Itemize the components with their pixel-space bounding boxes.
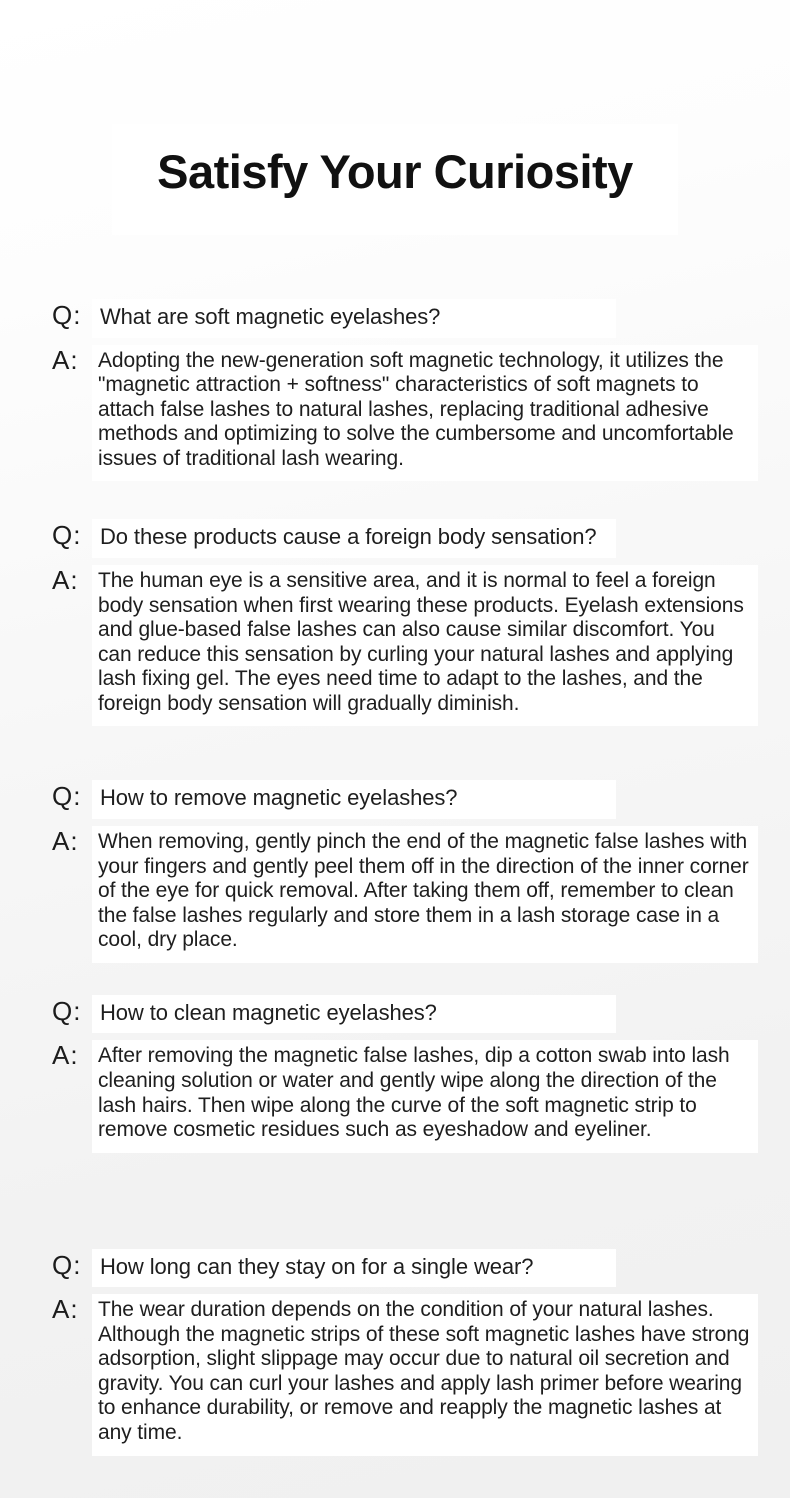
answer-prefix: A: [52,1040,79,1071]
question-prefix: Q: [52,520,82,551]
faq-list [52,299,790,1456]
question-row [52,299,790,338]
question-row [52,995,790,1034]
question-text: Do these products cause a foreign body sensation? [92,519,616,558]
faq-item [52,519,790,726]
faq-item [52,299,790,481]
answer-text: After removing the magnetic false lashes, dip a cotton swab into lash cleaning solution or water and gently wipe along the direction of the lash hairs. Then wipe along the curve of the soft magnetic strip to remove cosmetic residues such as eyeshadow and eyeliner. [92,1040,758,1152]
question-row [52,1249,790,1288]
answer-row [52,345,790,482]
question-text: How to clean magnetic eyelashes? [92,995,616,1034]
question-prefix: Q: [52,1249,82,1280]
answer-row [52,1040,790,1152]
page-title: Satisfy Your Curiosity [157,145,633,198]
question-prefix: Q: [52,995,82,1026]
question-text: What are soft magnetic eyelashes? [92,299,616,338]
question-row [52,519,790,558]
answer-text: When removing, gently pinch the end of the magnetic false lashes with your fingers and gently peel them off in the direction of the inner corner of the eye for quick removal. After taking them off, remember to clean the false lashes regularly and store them in a lash storage case in a cool, dry place. [92,826,758,963]
answer-text: Adopting the new-generation soft magnetic technology, it utilizes the "magnetic attraction + softness" characteristics of soft magnets to attach false lashes to natural lashes, replacing traditional adhesive methods and optimizing to solve the cumbersome and uncomfortable issues of traditional lash wearing. [92,345,758,482]
faq-item [52,1249,790,1456]
question-text: How to remove magnetic eyelashes? [92,780,616,819]
answer-row [52,1294,790,1455]
answer-text: The wear duration depends on the condition of your natural lashes. Although the magnetic strips of these soft magnetic lashes have strong adsorption, slight slippage may occur due to natural oil secretion and gravity. You can curl your lashes and apply lash primer before wearing to enhance durability, or remove and reapply the magnetic lashes at any time. [92,1294,758,1455]
answer-prefix: A: [52,565,79,595]
question-prefix: Q: [52,300,82,330]
answer-prefix: A: [52,825,79,856]
answer-text: The human eye is a sensitive area, and it is normal to feel a foreign body sensation when first wearing these products. Eyelash extensions and glue-based false lashes can also cause similar discomfort. You can reduce this sensation by curling your natural lashes and applying lash fixing gel. The eyes need time to adapt to the lashes, and the foreign body sensation will gradually diminish. [92,565,758,726]
answer-row [52,826,790,963]
faq-item [52,780,790,962]
question-text: How long can they stay on for a single wear? [92,1249,616,1288]
faq-item [52,995,790,1153]
title-band [112,124,678,235]
question-row [52,780,790,819]
answer-prefix: A: [52,344,79,375]
answer-row [52,565,790,726]
question-prefix: Q: [52,781,82,812]
answer-prefix: A: [52,1294,79,1325]
